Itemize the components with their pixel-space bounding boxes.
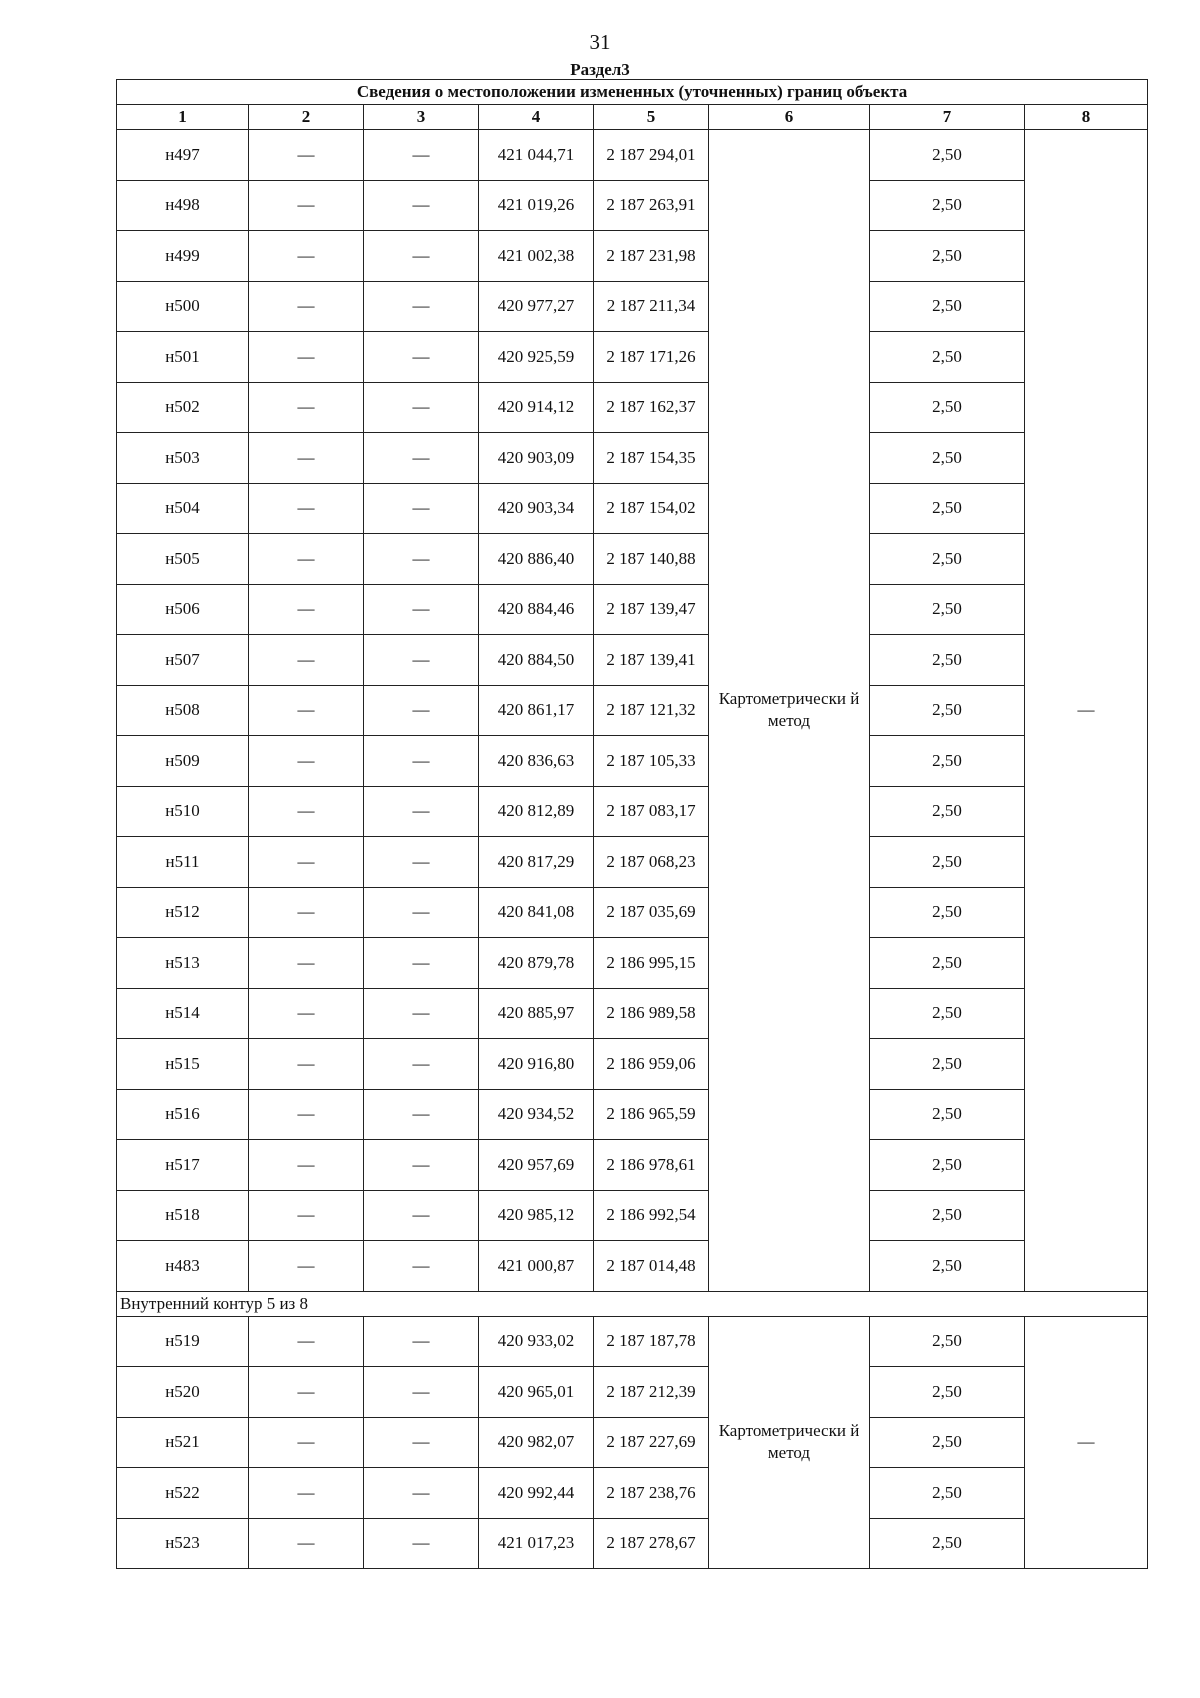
y-coordinate-cell: 2 187 154,02 bbox=[594, 483, 709, 534]
col3-cell: — bbox=[364, 1518, 479, 1569]
accuracy-cell: 2,50 bbox=[870, 887, 1025, 938]
col2-cell: — bbox=[249, 332, 364, 383]
table-body bbox=[117, 80, 1148, 1569]
accuracy-cell: 2,50 bbox=[870, 1190, 1025, 1241]
accuracy-cell: 2,50 bbox=[870, 1367, 1025, 1418]
y-coordinate-cell: 2 187 171,26 bbox=[594, 332, 709, 383]
y-coordinate-cell: 2 187 105,33 bbox=[594, 736, 709, 787]
col3-cell: — bbox=[364, 332, 479, 383]
column-number: 7 bbox=[870, 105, 1025, 130]
table-row bbox=[117, 1089, 1148, 1140]
table-row bbox=[117, 433, 1148, 484]
point-name-cell: н483 bbox=[117, 1241, 249, 1292]
x-coordinate-cell: 421 017,23 bbox=[479, 1518, 594, 1569]
col2-cell: — bbox=[249, 786, 364, 837]
point-name-cell: н522 bbox=[117, 1468, 249, 1519]
point-name-cell: н508 bbox=[117, 685, 249, 736]
y-coordinate-cell: 2 187 121,32 bbox=[594, 685, 709, 736]
table-row bbox=[117, 1316, 1148, 1367]
x-coordinate-cell: 420 903,34 bbox=[479, 483, 594, 534]
x-coordinate-cell: 420 817,29 bbox=[479, 837, 594, 888]
x-coordinate-cell: 420 982,07 bbox=[479, 1417, 594, 1468]
section-title: Раздел3 bbox=[570, 60, 630, 79]
accuracy-cell: 2,50 bbox=[870, 483, 1025, 534]
y-coordinate-cell: 2 187 139,47 bbox=[594, 584, 709, 635]
col2-cell: — bbox=[249, 433, 364, 484]
column-number: 8 bbox=[1025, 105, 1148, 130]
y-coordinate-cell: 2 187 035,69 bbox=[594, 887, 709, 938]
y-coordinate-cell: 2 186 995,15 bbox=[594, 938, 709, 989]
table-row bbox=[117, 988, 1148, 1039]
accuracy-cell: 2,50 bbox=[870, 382, 1025, 433]
y-coordinate-cell: 2 187 068,23 bbox=[594, 837, 709, 888]
accuracy-cell: 2,50 bbox=[870, 584, 1025, 635]
x-coordinate-cell: 420 934,52 bbox=[479, 1089, 594, 1140]
col3-cell: — bbox=[364, 635, 479, 686]
point-name-cell: н507 bbox=[117, 635, 249, 686]
col2-cell: — bbox=[249, 231, 364, 282]
x-coordinate-cell: 420 916,80 bbox=[479, 1039, 594, 1090]
accuracy-cell: 2,50 bbox=[870, 685, 1025, 736]
column-number: 5 bbox=[594, 105, 709, 130]
point-name-cell: н498 bbox=[117, 180, 249, 231]
accuracy-cell: 2,50 bbox=[870, 938, 1025, 989]
col2-cell: — bbox=[249, 1039, 364, 1090]
page-number: 31 bbox=[589, 30, 611, 54]
y-coordinate-cell: 2 187 211,34 bbox=[594, 281, 709, 332]
col2-cell: — bbox=[249, 1089, 364, 1140]
y-coordinate-cell: 2 186 989,58 bbox=[594, 988, 709, 1039]
table-row bbox=[117, 584, 1148, 635]
table-row bbox=[117, 130, 1148, 181]
col2-cell: — bbox=[249, 685, 364, 736]
point-name-cell: н502 bbox=[117, 382, 249, 433]
point-name-cell: н511 bbox=[117, 837, 249, 888]
col2-cell: — bbox=[249, 281, 364, 332]
x-coordinate-cell: 420 992,44 bbox=[479, 1468, 594, 1519]
col3-cell: — bbox=[364, 180, 479, 231]
table-row bbox=[117, 1140, 1148, 1191]
x-coordinate-cell: 420 885,97 bbox=[479, 988, 594, 1039]
method-cell: Картометрически й метод bbox=[709, 1316, 870, 1569]
col8-cell: — bbox=[1025, 1316, 1148, 1569]
point-name-cell: н515 bbox=[117, 1039, 249, 1090]
accuracy-cell: 2,50 bbox=[870, 130, 1025, 181]
table-row bbox=[117, 332, 1148, 383]
accuracy-cell: 2,50 bbox=[870, 635, 1025, 686]
column-number: 6 bbox=[709, 105, 870, 130]
point-name-cell: н501 bbox=[117, 332, 249, 383]
col3-cell: — bbox=[364, 1316, 479, 1367]
table-row bbox=[117, 180, 1148, 231]
y-coordinate-cell: 2 187 140,88 bbox=[594, 534, 709, 585]
accuracy-cell: 2,50 bbox=[870, 736, 1025, 787]
y-coordinate-cell: 2 187 294,01 bbox=[594, 130, 709, 181]
accuracy-cell: 2,50 bbox=[870, 1140, 1025, 1191]
accuracy-cell: 2,50 bbox=[870, 837, 1025, 888]
accuracy-cell: 2,50 bbox=[870, 988, 1025, 1039]
col3-cell: — bbox=[364, 988, 479, 1039]
accuracy-cell: 2,50 bbox=[870, 281, 1025, 332]
point-name-cell: н521 bbox=[117, 1417, 249, 1468]
x-coordinate-cell: 420 861,17 bbox=[479, 685, 594, 736]
point-name-cell: н512 bbox=[117, 887, 249, 938]
col2-cell: — bbox=[249, 635, 364, 686]
table-row bbox=[117, 1468, 1148, 1519]
point-name-cell: н509 bbox=[117, 736, 249, 787]
col2-cell: — bbox=[249, 534, 364, 585]
col3-cell: — bbox=[364, 1367, 479, 1418]
col2-cell: — bbox=[249, 180, 364, 231]
table-row bbox=[117, 1417, 1148, 1468]
col3-cell: — bbox=[364, 1468, 479, 1519]
table-row bbox=[117, 534, 1148, 585]
y-coordinate-cell: 2 186 978,61 bbox=[594, 1140, 709, 1191]
col2-cell: — bbox=[249, 736, 364, 787]
col2-cell: — bbox=[249, 130, 364, 181]
y-coordinate-cell: 2 187 162,37 bbox=[594, 382, 709, 433]
point-name-cell: н510 bbox=[117, 786, 249, 837]
x-coordinate-cell: 420 965,01 bbox=[479, 1367, 594, 1418]
table-row bbox=[117, 1518, 1148, 1569]
col2-cell: — bbox=[249, 1518, 364, 1569]
x-coordinate-cell: 420 836,63 bbox=[479, 736, 594, 787]
table-row bbox=[117, 837, 1148, 888]
contour-label-row bbox=[117, 1291, 1148, 1316]
x-coordinate-cell: 420 957,69 bbox=[479, 1140, 594, 1191]
point-name-cell: н523 bbox=[117, 1518, 249, 1569]
col3-cell: — bbox=[364, 1140, 479, 1191]
col3-cell: — bbox=[364, 1190, 479, 1241]
x-coordinate-cell: 420 841,08 bbox=[479, 887, 594, 938]
column-number: 2 bbox=[249, 105, 364, 130]
column-number: 3 bbox=[364, 105, 479, 130]
table-row bbox=[117, 635, 1148, 686]
col3-cell: — bbox=[364, 685, 479, 736]
point-name-cell: н514 bbox=[117, 988, 249, 1039]
table-row bbox=[117, 786, 1148, 837]
col2-cell: — bbox=[249, 1468, 364, 1519]
y-coordinate-cell: 2 187 212,39 bbox=[594, 1367, 709, 1418]
col2-cell: — bbox=[249, 382, 364, 433]
col2-cell: — bbox=[249, 1316, 364, 1367]
table-row bbox=[117, 382, 1148, 433]
col3-cell: — bbox=[364, 1039, 479, 1090]
table-row bbox=[117, 1367, 1148, 1418]
y-coordinate-cell: 2 187 231,98 bbox=[594, 231, 709, 282]
col2-cell: — bbox=[249, 1367, 364, 1418]
column-number: 4 bbox=[479, 105, 594, 130]
y-coordinate-cell: 2 187 227,69 bbox=[594, 1417, 709, 1468]
point-name-cell: н516 bbox=[117, 1089, 249, 1140]
col8-cell: — bbox=[1025, 130, 1148, 1292]
table-row bbox=[117, 1241, 1148, 1292]
table-row bbox=[117, 887, 1148, 938]
col3-cell: — bbox=[364, 938, 479, 989]
table-row bbox=[117, 736, 1148, 787]
point-name-cell: н503 bbox=[117, 433, 249, 484]
accuracy-cell: 2,50 bbox=[870, 534, 1025, 585]
col2-cell: — bbox=[249, 483, 364, 534]
col2-cell: — bbox=[249, 837, 364, 888]
col3-cell: — bbox=[364, 736, 479, 787]
x-coordinate-cell: 420 884,46 bbox=[479, 584, 594, 635]
y-coordinate-cell: 2 186 965,59 bbox=[594, 1089, 709, 1140]
accuracy-cell: 2,50 bbox=[870, 786, 1025, 837]
x-coordinate-cell: 420 977,27 bbox=[479, 281, 594, 332]
table-row bbox=[117, 685, 1148, 736]
col3-cell: — bbox=[364, 1241, 479, 1292]
x-coordinate-cell: 420 884,50 bbox=[479, 635, 594, 686]
boundary-table bbox=[116, 79, 1148, 1569]
col2-cell: — bbox=[249, 1417, 364, 1468]
col3-cell: — bbox=[364, 837, 479, 888]
y-coordinate-cell: 2 187 278,67 bbox=[594, 1518, 709, 1569]
x-coordinate-cell: 420 914,12 bbox=[479, 382, 594, 433]
col3-cell: — bbox=[364, 130, 479, 181]
col2-cell: — bbox=[249, 1140, 364, 1191]
table-row bbox=[117, 938, 1148, 989]
x-coordinate-cell: 420 985,12 bbox=[479, 1190, 594, 1241]
col2-cell: — bbox=[249, 584, 364, 635]
y-coordinate-cell: 2 187 139,41 bbox=[594, 635, 709, 686]
point-name-cell: н506 bbox=[117, 584, 249, 635]
point-name-cell: н517 bbox=[117, 1140, 249, 1191]
accuracy-cell: 2,50 bbox=[870, 1039, 1025, 1090]
table-row bbox=[117, 231, 1148, 282]
point-name-cell: н513 bbox=[117, 938, 249, 989]
point-name-cell: н519 bbox=[117, 1316, 249, 1367]
col2-cell: — bbox=[249, 938, 364, 989]
y-coordinate-cell: 2 187 187,78 bbox=[594, 1316, 709, 1367]
x-coordinate-cell: 420 925,59 bbox=[479, 332, 594, 383]
col3-cell: — bbox=[364, 1089, 479, 1140]
y-coordinate-cell: 2 187 083,17 bbox=[594, 786, 709, 837]
col3-cell: — bbox=[364, 1417, 479, 1468]
y-coordinate-cell: 2 187 154,35 bbox=[594, 433, 709, 484]
table-caption-row bbox=[117, 80, 1148, 105]
accuracy-cell: 2,50 bbox=[870, 433, 1025, 484]
accuracy-cell: 2,50 bbox=[870, 1089, 1025, 1140]
accuracy-cell: 2,50 bbox=[870, 1417, 1025, 1468]
y-coordinate-cell: 2 186 959,06 bbox=[594, 1039, 709, 1090]
point-name-cell: н518 bbox=[117, 1190, 249, 1241]
x-coordinate-cell: 421 019,26 bbox=[479, 180, 594, 231]
col3-cell: — bbox=[364, 231, 479, 282]
table-caption: Сведения о местоположении измененных (уточненных) границ объекта bbox=[117, 80, 1148, 105]
accuracy-cell: 2,50 bbox=[870, 231, 1025, 282]
x-coordinate-cell: 420 886,40 bbox=[479, 534, 594, 585]
table-row bbox=[117, 1039, 1148, 1090]
x-coordinate-cell: 420 903,09 bbox=[479, 433, 594, 484]
col3-cell: — bbox=[364, 382, 479, 433]
accuracy-cell: 2,50 bbox=[870, 332, 1025, 383]
col2-cell: — bbox=[249, 1190, 364, 1241]
table-row bbox=[117, 483, 1148, 534]
col2-cell: — bbox=[249, 988, 364, 1039]
point-name-cell: н505 bbox=[117, 534, 249, 585]
point-name-cell: н520 bbox=[117, 1367, 249, 1418]
contour-label: Внутренний контур 5 из 8 bbox=[117, 1291, 1148, 1316]
y-coordinate-cell: 2 186 992,54 bbox=[594, 1190, 709, 1241]
point-name-cell: н499 bbox=[117, 231, 249, 282]
x-coordinate-cell: 420 879,78 bbox=[479, 938, 594, 989]
accuracy-cell: 2,50 bbox=[870, 1468, 1025, 1519]
col3-cell: — bbox=[364, 534, 479, 585]
table-row bbox=[117, 1190, 1148, 1241]
col3-cell: — bbox=[364, 483, 479, 534]
column-numbers-row bbox=[117, 105, 1148, 130]
col3-cell: — bbox=[364, 786, 479, 837]
y-coordinate-cell: 2 187 263,91 bbox=[594, 180, 709, 231]
point-name-cell: н504 bbox=[117, 483, 249, 534]
col3-cell: — bbox=[364, 887, 479, 938]
accuracy-cell: 2,50 bbox=[870, 180, 1025, 231]
point-name-cell: н497 bbox=[117, 130, 249, 181]
accuracy-cell: 2,50 bbox=[870, 1518, 1025, 1569]
y-coordinate-cell: 2 187 014,48 bbox=[594, 1241, 709, 1292]
x-coordinate-cell: 421 044,71 bbox=[479, 130, 594, 181]
x-coordinate-cell: 421 000,87 bbox=[479, 1241, 594, 1292]
y-coordinate-cell: 2 187 238,76 bbox=[594, 1468, 709, 1519]
col3-cell: — bbox=[364, 584, 479, 635]
col3-cell: — bbox=[364, 281, 479, 332]
point-name-cell: н500 bbox=[117, 281, 249, 332]
col2-cell: — bbox=[249, 1241, 364, 1292]
x-coordinate-cell: 421 002,38 bbox=[479, 231, 594, 282]
x-coordinate-cell: 420 812,89 bbox=[479, 786, 594, 837]
method-cell: Картометрически й метод bbox=[709, 130, 870, 1292]
table-row bbox=[117, 281, 1148, 332]
x-coordinate-cell: 420 933,02 bbox=[479, 1316, 594, 1367]
accuracy-cell: 2,50 bbox=[870, 1241, 1025, 1292]
column-number: 1 bbox=[117, 105, 249, 130]
col3-cell: — bbox=[364, 433, 479, 484]
col2-cell: — bbox=[249, 887, 364, 938]
accuracy-cell: 2,50 bbox=[870, 1316, 1025, 1367]
